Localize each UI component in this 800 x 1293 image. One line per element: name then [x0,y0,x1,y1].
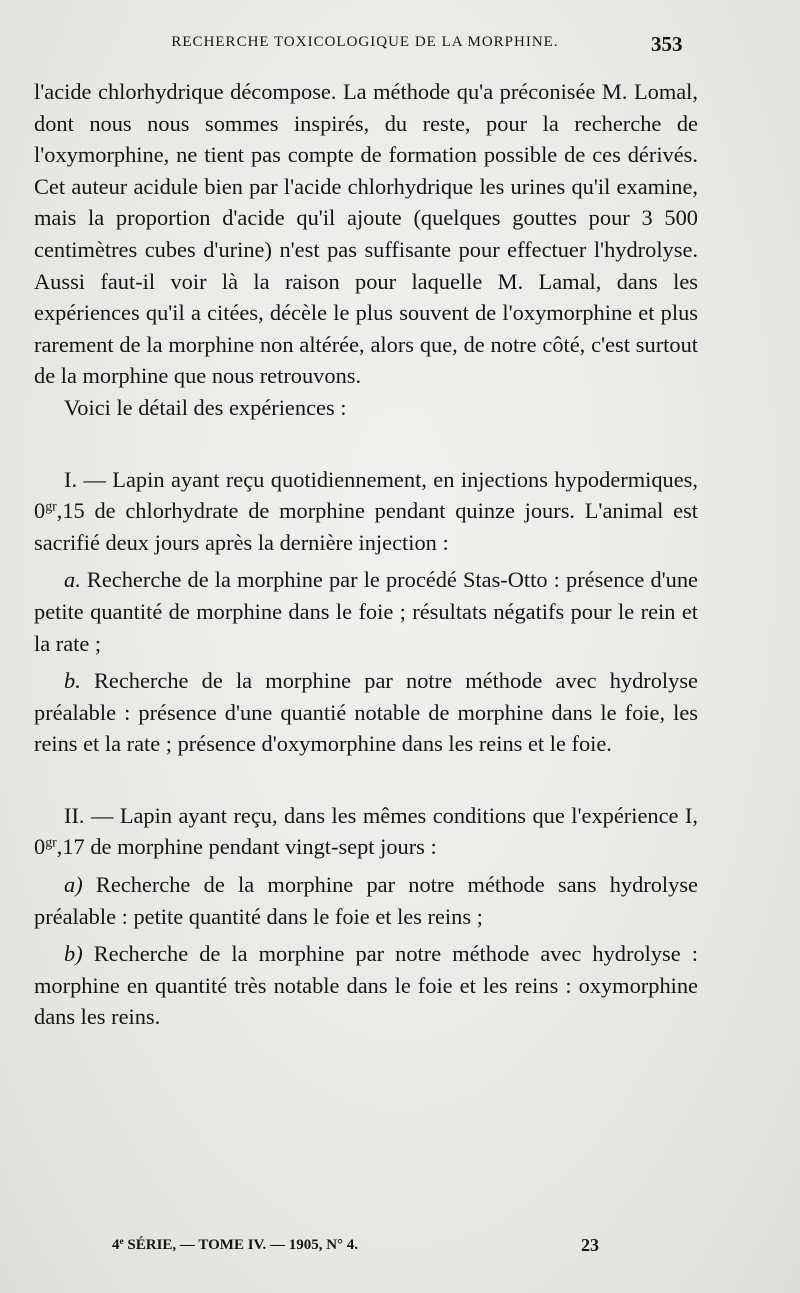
experiment-1-intro-text: ,15 de chlorhydrate de morphine pendant quinze jours. L'animal est sacrifié deux jours après la dernière injection : [34,498,698,555]
item-text: Recherche de la morphine par notre méthode sans hydrolyse préalable : petite quantité dans le foie et les reins ; [34,872,698,929]
signature-mark: 23 [581,1235,599,1255]
body-text [34,76,698,1033]
paragraph: l'acide chlorhydrique décompose. La méthode qu'a préconisée M. Lomal, dont nous nous sommes inspirés, du reste, pour la recherche de l'oxymorphine, ne tient pas compte de formation possible de ces dérivés. Cet auteur acidule bien par l'acide chlorhydrique les urines qu'il examine, mais la proportion d'acide qu'il ajoute (quelques gouttes pour 3 500 centimètres cubes d'urine) n'est pas suffisante pour effectuer l'hydrolyse. Aussi faut-il voir là la raison pour laquelle M. Lamal, dans les expériences qu'il a citées, décèle le plus souvent de l'oxymorphine et plus rarement de la morphine non altérée, alors que, de notre côté, c'est surtout de la morphine que nous retrouvons. [34,79,698,389]
experiment-1-item-a [34,564,698,659]
footer-series [112,1237,358,1254]
item-label: a) [64,872,83,898]
unit-superscript: gr [45,835,57,851]
paragraph: Voici le détail des expériences : [64,394,347,420]
experiment-2-item-b [34,938,698,1033]
item-label: b. [64,668,81,694]
series-superscript: e [119,1236,124,1247]
item-text: Recherche de la morphine par le procédé Stas-Otto : présence d'une petite quantité de morphine dans le foie ; résultats négatifs pour le rein et la rate ; [34,567,698,656]
item-label: a. [64,567,81,593]
unit-superscript: gr [45,499,57,515]
item-text: Recherche de la morphine par notre méthode avec hydrolyse : morphine en quantité très notable dans le foie et les reins : oxymorphine dans les reins. [34,941,698,1030]
experiment-1-item-b [34,665,698,760]
item-text: Recherche de la morphine par notre méthode avec hydrolyse préalable : présence d'une quantié notable de morphine dans le foie, les reins et la rate ; présence d'oxymorphine dans les reins et le foie. [34,668,698,757]
page-number: 353 [651,32,683,56]
experiment-1-intro [34,464,698,559]
item-label: b) [64,941,83,967]
running-header: RECHERCHE TOXICOLOGIQUE DE LA MORPHINE. [171,34,559,50]
experiment-2-intro [34,800,698,863]
series-text: SÉRIE, — TOME IV. — 1905, N° 4. [123,1237,359,1253]
experiment-2-intro-text: ,17 de morphine pendant vingt-sept jours : [56,834,437,860]
experiment-2-intro-text: II. — Lapin ayant reçu, dans les mêmes conditions que l'expérience I, 0 [34,802,698,860]
experiment-2-item-a [34,869,698,932]
experiment-1-intro-text: I. — Lapin ayant reçu quotidiennement, en injections hypodermiques, 0 [34,466,698,524]
series-number: 4 [112,1237,120,1253]
